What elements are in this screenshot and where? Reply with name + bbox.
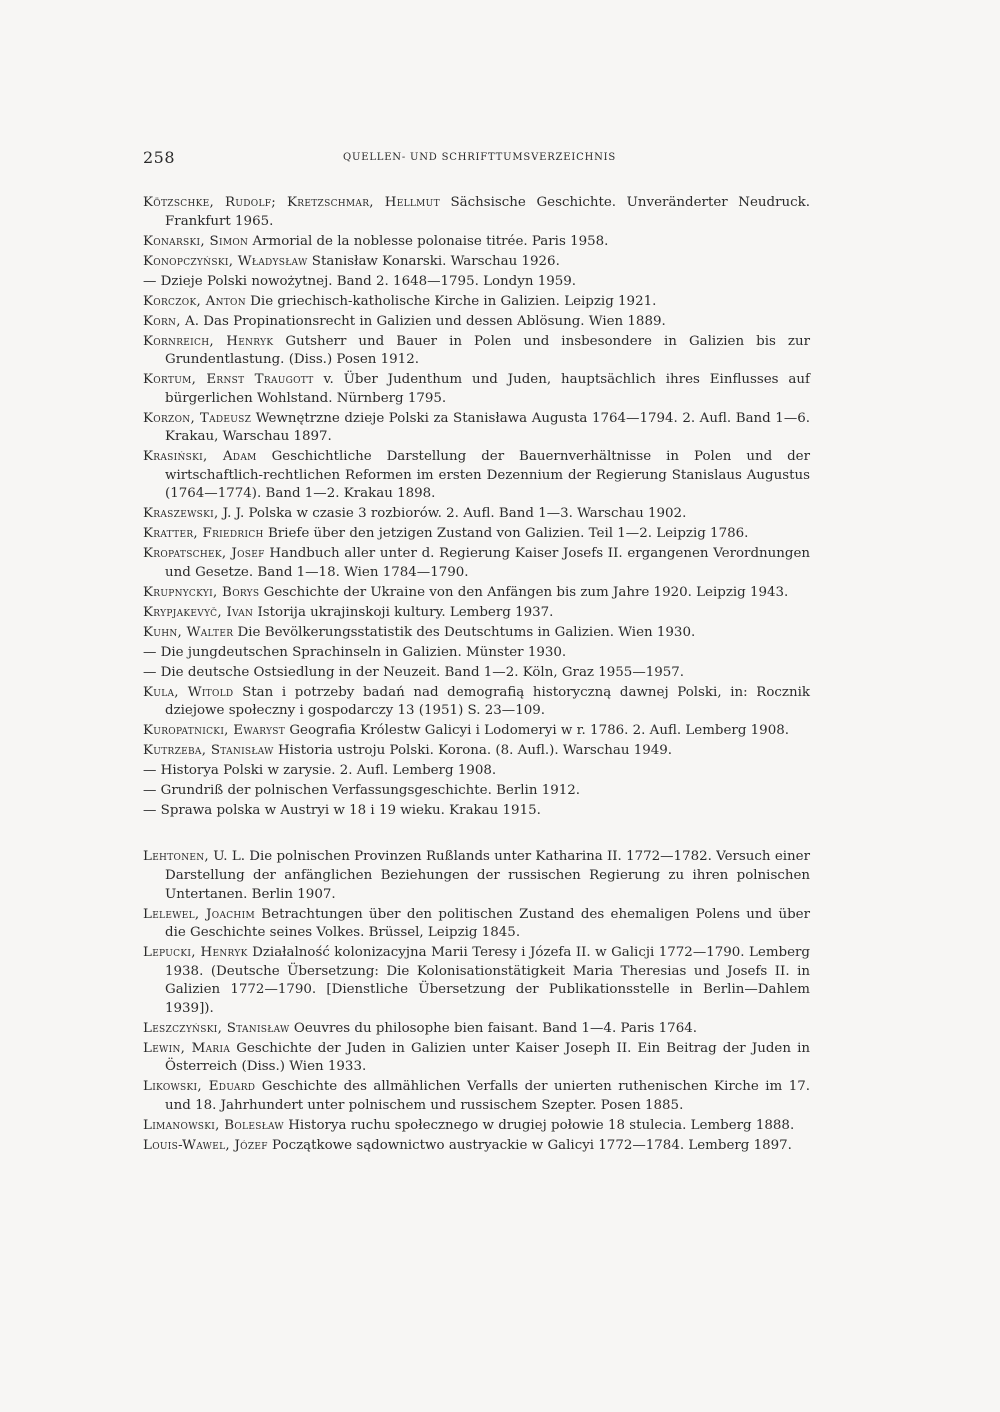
bibliography-entry [143, 684, 810, 721]
section-divider [143, 822, 810, 848]
bibliography-entry [143, 1040, 810, 1077]
entry-text: Geschichte der Juden in Galizien unter Kaiser Joseph II. Ein Beitrag der Juden in Österreich (Diss.) Wien 1933. [165, 1040, 810, 1075]
bibliography-entry [143, 194, 810, 231]
entry-author: Kutrzeba, Stanisław [143, 743, 274, 759]
entry-text: Stanisław Konarski. Warschau 1926. [307, 253, 560, 269]
entry-text: Początkowe sądownictwo austryackie w Galicyi 1772—1784. Lemberg 1897. [267, 1138, 792, 1154]
entry-author: Limanowski, Bolesław [143, 1118, 284, 1134]
entry-author: Krasiński, Adam [143, 449, 257, 465]
entry-author: Kötzschke, Rudolf; Kretzschmar, Hellmut [143, 195, 440, 210]
bibliography-entry [143, 333, 810, 370]
entry-author: Lepucki, Henryk [143, 945, 248, 961]
entry-author: Krypjakevyč, Ivan [143, 604, 254, 620]
bibliography-entry [143, 644, 810, 663]
page-header [143, 148, 810, 172]
bibliography-entry [143, 545, 810, 582]
bibliography-entry [143, 525, 810, 544]
entry-text: A. Das Propinationsrecht in Galizien und dessen Ablösung. Wien 1889. [180, 313, 666, 329]
entry-text: Die griechisch-katholische Kirche in Galizien. Leipzig 1921. [245, 293, 657, 309]
entry-text: — Die deutsche Ostsiedlung in der Neuzeit. Band 1—2. Köln, Graz 1955—1957. [143, 664, 685, 680]
entry-author: Lewin, Maria [143, 1040, 231, 1056]
entry-author: Kratter, Friedrich [143, 526, 264, 542]
entry-author: Kornreich, Henryk [143, 333, 274, 349]
entry-text: — Die jungdeutschen Sprachinseln in Galizien. Münster 1930. [143, 644, 567, 660]
entry-text: Gutsherr und Bauer in Polen und insbesondere in Galizien bis zur Grundentlastung. (Diss.) Posen 1912. [165, 333, 810, 368]
bibliography-entry [143, 448, 810, 504]
entry-author: Korczok, Anton [143, 293, 246, 309]
bibliography-entry [143, 293, 810, 312]
bibliography-entry [143, 371, 810, 408]
running-head: QUELLEN- UND SCHRIFTTUMSVERZEICHNIS [343, 152, 617, 163]
entry-text: Die Bevölkerungsstatistik des Deutschtums in Galizien. Wien 1930. [233, 624, 696, 640]
entry-text: Armorial de la noblesse polonaise titrée. Paris 1958. [248, 233, 609, 249]
bibliography-entry [143, 253, 810, 272]
entry-author: Likowski, Eduard [143, 1079, 256, 1095]
page-number: 258 [143, 148, 176, 167]
entry-author: Konarski, Simon [143, 233, 249, 249]
bibliography-entry [143, 742, 810, 761]
bibliography-entry [143, 664, 810, 683]
bibliography-entry [143, 604, 810, 623]
bibliography-entry [143, 1137, 810, 1156]
entry-author: Kraszewski, [143, 506, 219, 522]
bibliography-entry [143, 722, 810, 741]
entry-author: Krupnyckyi, Borys [143, 584, 260, 600]
entry-text: — Dzieje Polski nowożytnej. Band 2. 1648—1795. Londyn 1959. [143, 273, 577, 289]
entry-author: Lehtonen, [143, 849, 209, 865]
entry-text: Istorija ukrajinskoji kultury. Lemberg 1937. [253, 604, 554, 620]
entry-text: Oeuvres du philosophe bien faisant. Band 1—4. Paris 1764. [289, 1020, 697, 1036]
entry-author: Kula, Witold [143, 684, 234, 700]
entry-author: Kuhn, Walter [143, 624, 234, 640]
bibliography-entry [143, 802, 810, 821]
bibliography-entry [143, 1117, 810, 1136]
entry-text: v. Über Judenthum und Juden, hauptsächlich ihres Einflusses auf bürgerlichen Wohlstand. Nürnberg 1795. [165, 372, 810, 406]
entry-text: J. J. Polska w czasie 3 rozbiorów. 2. Aufl. Band 1—3. Warschau 1902. [218, 506, 687, 522]
bibliography-entry [143, 1078, 810, 1115]
entry-author: Konopczyński, Władysław [143, 253, 308, 269]
entry-author: Leszczyński, Stanisław [143, 1020, 290, 1036]
entry-text: Sächsische Geschichte. Unveränderter Neudruck. Frankfurt 1965. [165, 195, 810, 229]
entry-text: Briefe über den jetzigen Zustand von Galizien. Teil 1—2. Leipzig 1786. [263, 526, 749, 542]
bibliography-entry [143, 624, 810, 643]
entry-text: U. L. Die polnischen Provinzen Rußlands unter Katharina II. 1772—1782. Versuch einer Darstellung der anfänglichen Beziehungen der russischen Regierung zu ihren polnischen Untertanen. Berlin 1907. [165, 849, 810, 902]
entry-text: — Sprawa polska w Austryi w 18 i 19 wieku. Krakau 1915. [143, 803, 541, 819]
bibliography-entry [143, 906, 810, 943]
entry-author: Kropatschek, Josef [143, 546, 265, 562]
entry-author: Kortum, Ernst Traugott [143, 372, 314, 388]
entry-text: — Historya Polski w zarysie. 2. Aufl. Lemberg 1908. [143, 763, 497, 779]
entry-author: Lelewel, Joachim [143, 906, 255, 922]
entry-author: Kuropatnicki, Ewaryst [143, 723, 286, 739]
bibliography-entry [143, 944, 810, 1018]
bibliography-entry [143, 782, 810, 801]
bibliography-entry [143, 848, 810, 904]
bibliography-entry [143, 584, 810, 603]
bibliography-entry [143, 273, 810, 292]
entry-text: Handbuch aller unter d. Regierung Kaiser Josefs II. ergangenen Verordnungen und Gesetze. Band 1—18. Wien 1784—1790. [165, 546, 811, 580]
entry-author: Korzon, Tadeusz [143, 410, 252, 426]
bibliography-entry [143, 410, 810, 447]
entry-text: Stan i potrzeby badań nad demografią historyczną dawnej Polski, in: Rocznik dziejowe społeczny i gospodarczy 13 (1951) S. 23—109. [165, 684, 810, 719]
entry-text: Działalność kolonizacyjna Marii Teresy i Józefa II. w Galicji 1772—1790. Lemberg 1938. (Deutsche Übersetzung: Die Kolonisationstätigkeit Maria Theresias und Josefs II. in Galizien 1772—1790. [Dienstliche Übersetzung der Publikationsstelle in Berlin—Dahlem 1939]). [165, 945, 810, 1016]
entry-author: Louis-Wawel, Józef [143, 1138, 268, 1154]
entry-text: Historia ustroju Polski. Korona. (8. Aufl.). Warschau 1949. [273, 743, 673, 759]
entry-text: Geschichte der Ukraine von den Anfängen bis zum Jahre 1920. Leipzig 1943. [259, 584, 789, 600]
entry-text: Geschichtliche Darstellung der Bauernverhältnisse in Polen und der wirtschaftlich-rechtlichen Reformen im ersten Dezennium der Regierung Stanislaus Augustus (1764—1774). Band 1—2. Krakau 1898. [165, 449, 810, 502]
entry-text: Geschichte des allmählichen Verfalls der unierten ruthenischen Kirche im 17. und 18. Jahrhundert unter polnischem und russischem Szepter. Posen 1885. [165, 1079, 810, 1114]
bibliography-entry [143, 313, 810, 332]
bibliography-entry [143, 762, 810, 781]
entry-text: Wewnętrzne dzieje Polski za Stanisława Augusta 1764—1794. 2. Aufl. Band 1—6. Krakau, Warschau 1897. [165, 410, 810, 445]
entry-text: Historya ruchu społecznego w drugiej połowie 18 stulecia. Lemberg 1888. [283, 1118, 795, 1134]
bibliography-entry [143, 233, 810, 252]
bibliography-entry [143, 505, 810, 524]
entry-author: Korn, [143, 313, 181, 329]
bibliography-list [143, 194, 810, 1157]
bibliography-entry [143, 1020, 810, 1039]
entry-text: Betrachtungen über den politischen Zustand des ehemaligen Polens und über die Geschichte seines Volkes. Brüssel, Leipzig 1845. [165, 906, 810, 941]
entry-text: — Grundriß der polnischen Verfassungsgeschichte. Berlin 1912. [143, 783, 581, 799]
entry-text: Geografia Królestw Galicyi i Lodomeryi w r. 1786. 2. Aufl. Lemberg 1908. [285, 723, 789, 739]
